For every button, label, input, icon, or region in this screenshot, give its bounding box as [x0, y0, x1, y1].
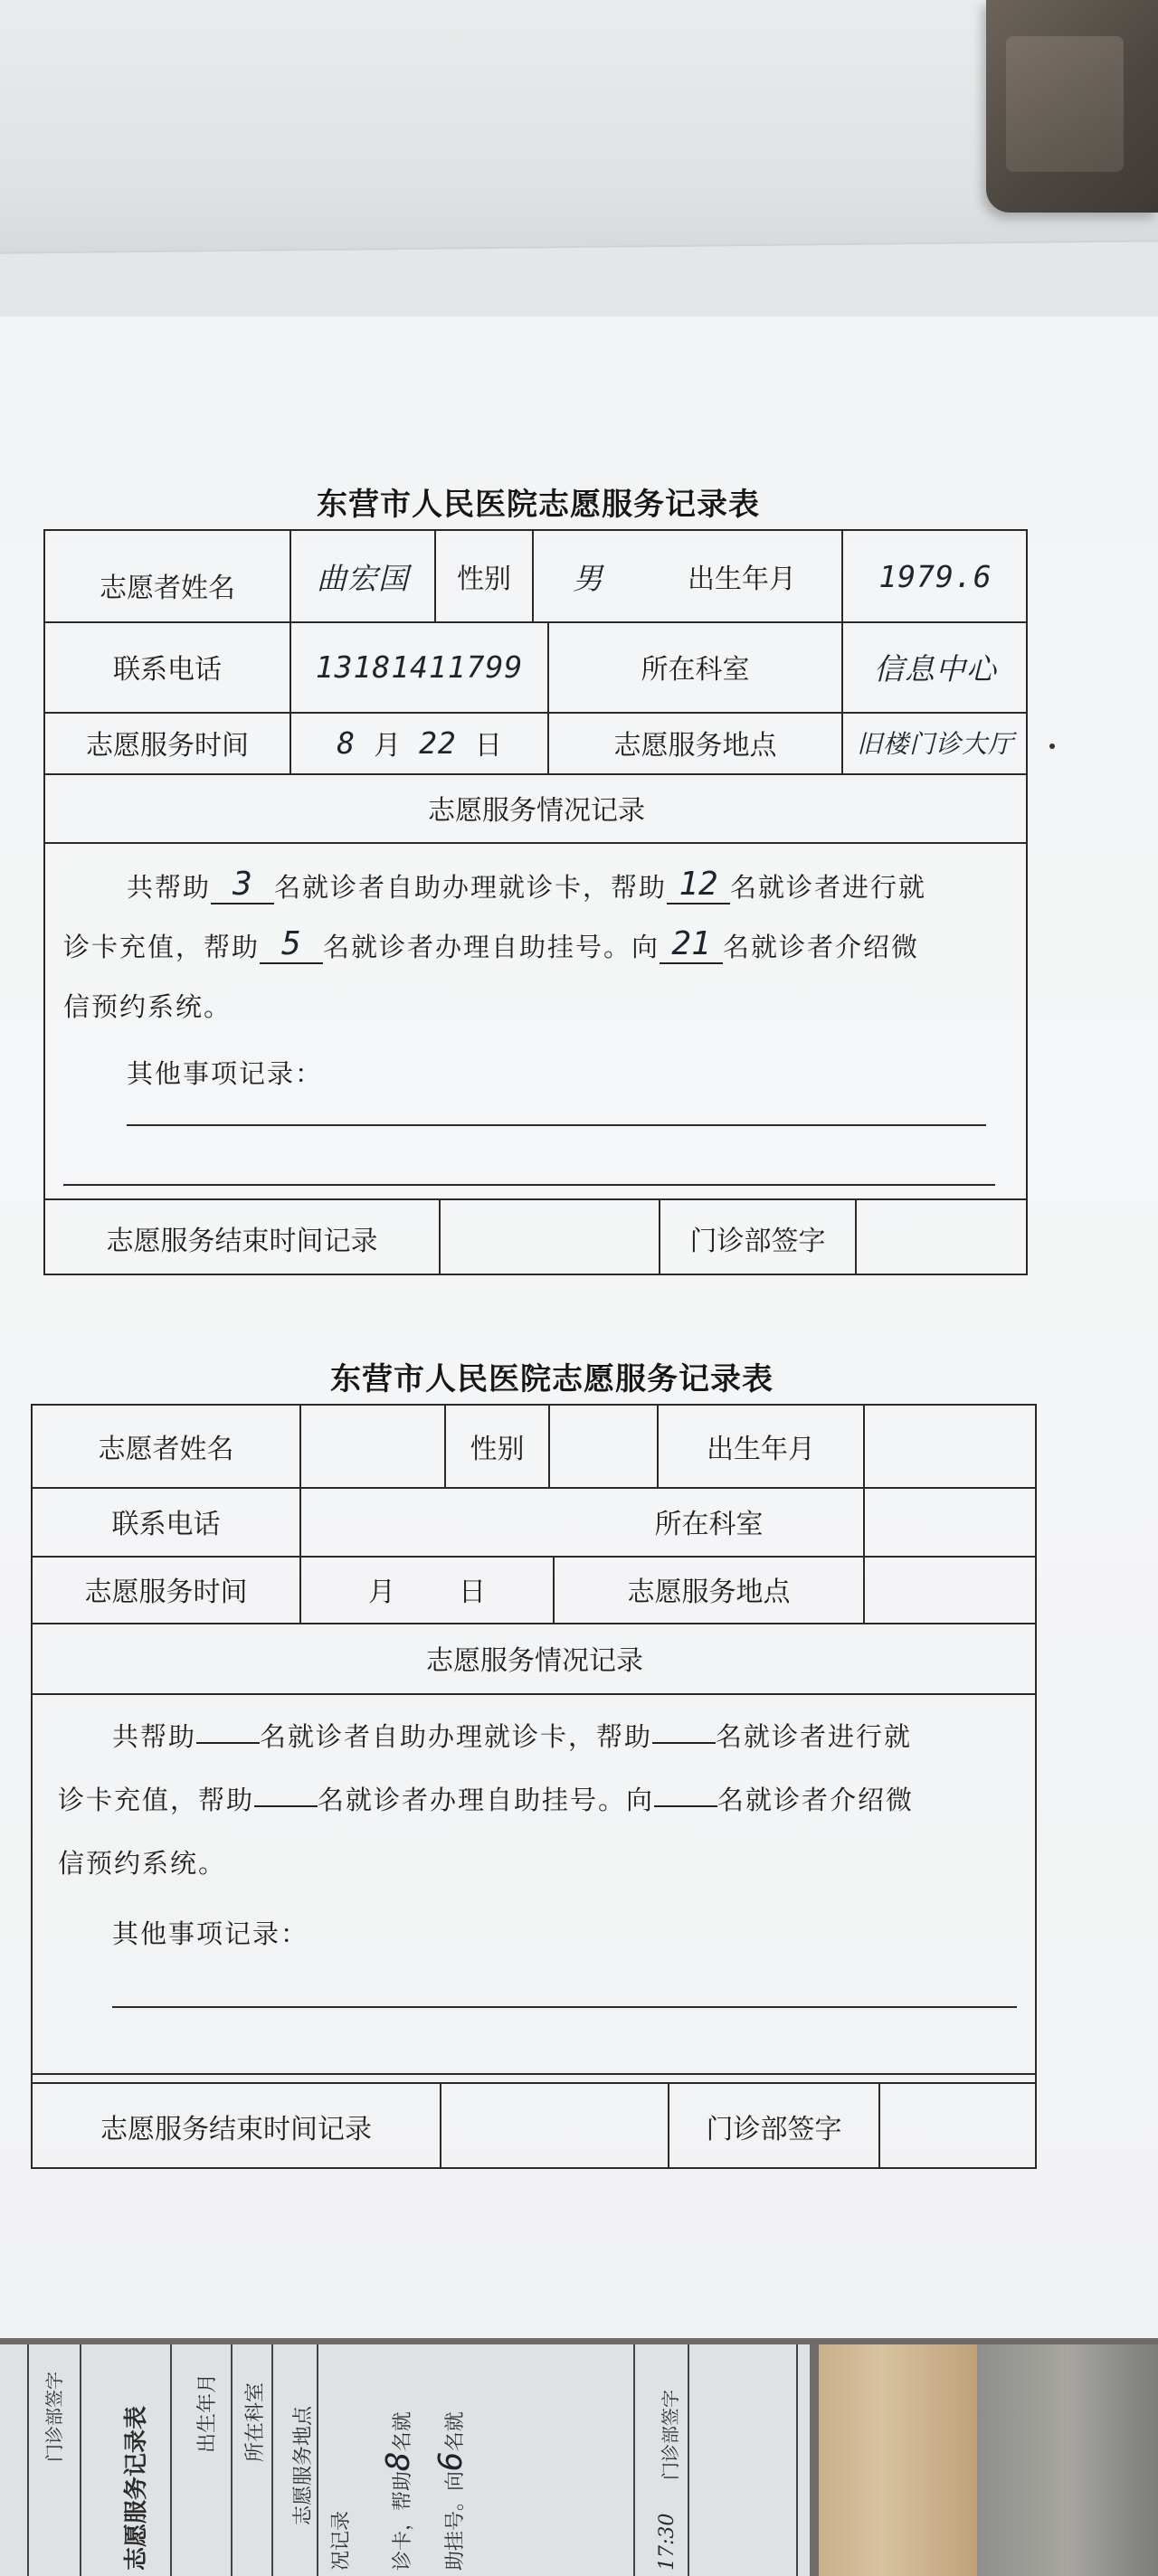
label-clinic-signature: 门诊部签字 [689, 1226, 826, 1257]
value-department[interactable] [865, 1487, 1037, 1556]
other-notes-line[interactable] [33, 2073, 1037, 2075]
background-surface [0, 0, 1158, 271]
value-service-place[interactable] [865, 1556, 1037, 1623]
divider [796, 2344, 798, 2576]
count-card-recharge[interactable]: 12 [667, 866, 730, 904]
count-card-issue[interactable] [196, 1742, 260, 1744]
divider [633, 2344, 635, 2576]
label-gender: 性别 [470, 1434, 525, 1465]
other-notes-label: 其他事项记录： [112, 1918, 309, 1949]
label-month-unit: 月 [374, 730, 402, 762]
under-sign-right: 门诊部签字 [660, 2390, 681, 2480]
value-gender[interactable] [550, 1406, 657, 1487]
value-volunteer-name[interactable] [301, 1406, 444, 1487]
other-notes-line[interactable] [112, 2006, 1017, 2008]
label-birth: 出生年月 [688, 564, 796, 595]
section-header: 志愿服务情况记录 [426, 1645, 643, 1677]
divider [231, 2344, 233, 2576]
divider [33, 1693, 1037, 1695]
under-title: 志愿服务记录表 [123, 2405, 150, 2571]
under-record: 况记录 [330, 2510, 353, 2571]
other-notes-label: 其他事项记录： [127, 1058, 324, 1089]
under-dept: 所在科室 [244, 2382, 267, 2462]
value-service-time[interactable] [301, 1556, 553, 1623]
underlying-form-sheet [0, 2344, 810, 2576]
value-gender[interactable]: 男 [573, 560, 603, 596]
form2-title: 东营市人民医院志愿服务记录表 [330, 1361, 774, 1397]
value-service-place[interactable]: 旧楼门诊大厅 [856, 729, 1014, 759]
label-day-unit: 日 [474, 730, 502, 762]
label-department: 所在科室 [641, 654, 750, 686]
record-line-3: 信预约系统。 [63, 991, 233, 1022]
value-phone[interactable]: 13181411799 [315, 649, 524, 685]
label-clinic-signature: 门诊部签字 [706, 2114, 842, 2145]
under-birth: 出生年月 [196, 2372, 219, 2453]
divider [170, 2344, 172, 2576]
under-frag-1: 诊卡，帮助8名就 [380, 2411, 417, 2571]
divider [80, 2344, 81, 2576]
value-service-time[interactable] [291, 712, 547, 773]
ink-dot [1049, 743, 1055, 749]
count-card-issue[interactable]: 3 [211, 866, 274, 904]
record-line-2: 诊卡充值，帮助 名就诊者办理自助挂号。向 名就诊者介绍微 [58, 1785, 915, 1815]
label-phone: 联系电话 [111, 1509, 221, 1540]
label-day-unit: 日 [459, 1577, 486, 1608]
other-notes-line[interactable] [127, 1124, 986, 1126]
count-registration[interactable]: 5 [260, 925, 323, 964]
under-sign-left: 门诊部签字 [43, 2372, 65, 2462]
value-birth[interactable] [865, 1406, 1037, 1487]
value-end-time[interactable] [441, 1200, 659, 1276]
label-month-unit: 月 [368, 1577, 395, 1608]
label-service-time: 志愿服务时间 [84, 1577, 248, 1608]
form1-table [43, 529, 1028, 1275]
divider [45, 842, 1028, 844]
background-object [986, 0, 1158, 213]
under-frag-2: 助挂号。向6名就 [432, 2411, 470, 2571]
form1-title: 东营市人民医院志愿服务记录表 [317, 487, 760, 523]
value-day: 22 [419, 724, 457, 761]
value-clinic-signature[interactable] [857, 1200, 1028, 1276]
label-phone: 联系电话 [113, 654, 222, 686]
divider [688, 2344, 689, 2576]
record-line-1: 共帮助 3 名就诊者自助办理就诊卡，帮助 12 名就诊者进行就 [127, 866, 927, 903]
value-month: 8 [337, 724, 356, 761]
label-service-place: 志愿服务地点 [613, 730, 777, 762]
value-birth[interactable]: 1979.6 [878, 558, 992, 594]
label-birth: 出生年月 [707, 1434, 815, 1465]
under-time: 17:30 [656, 2513, 679, 2571]
count-card-recharge[interactable] [652, 1742, 716, 1744]
count-wechat-intro[interactable]: 21 [660, 925, 723, 964]
count-registration[interactable] [254, 1805, 318, 1807]
label-gender: 性别 [457, 564, 511, 595]
divider [317, 2344, 318, 2576]
record-line-1: 共帮助 名就诊者自助办理就诊卡，帮助 名就诊者进行就 [112, 1721, 913, 1752]
form2-table [31, 1404, 1037, 2169]
label-end-time: 志愿服务结束时间记录 [106, 1226, 378, 1257]
record-line-2: 诊卡充值，帮助 5 名就诊者办理自助挂号。向 21 名就诊者介绍微 [63, 925, 920, 962]
metal-surface [977, 2344, 1158, 2576]
label-department: 所在科室 [654, 1509, 764, 1540]
section-header: 志愿服务情况记录 [428, 795, 645, 827]
label-service-time: 志愿服务时间 [86, 730, 249, 762]
label-service-place: 志愿服务地点 [627, 1577, 791, 1608]
divider [271, 2344, 273, 2576]
under-place: 志愿服务地点 [292, 2405, 315, 2525]
label-volunteer-name: 志愿者姓名 [98, 1434, 234, 1465]
value-department[interactable]: 信息中心 [874, 650, 997, 687]
value-volunteer-name[interactable]: 曲宏国 [317, 560, 409, 596]
label-volunteer-name: 志愿者姓名 [100, 573, 235, 604]
other-notes-line[interactable] [63, 1184, 995, 1186]
label-end-time: 志愿服务结束时间记录 [100, 2114, 372, 2145]
count-wechat-intro[interactable] [654, 1805, 717, 1807]
value-phone[interactable] [301, 1487, 555, 1556]
divider [27, 2344, 29, 2576]
wooden-board [819, 2344, 977, 2576]
value-clinic-signature[interactable] [880, 2084, 1037, 2169]
record-line-3: 信预约系统。 [58, 1848, 227, 1879]
value-end-time[interactable] [441, 2084, 668, 2169]
